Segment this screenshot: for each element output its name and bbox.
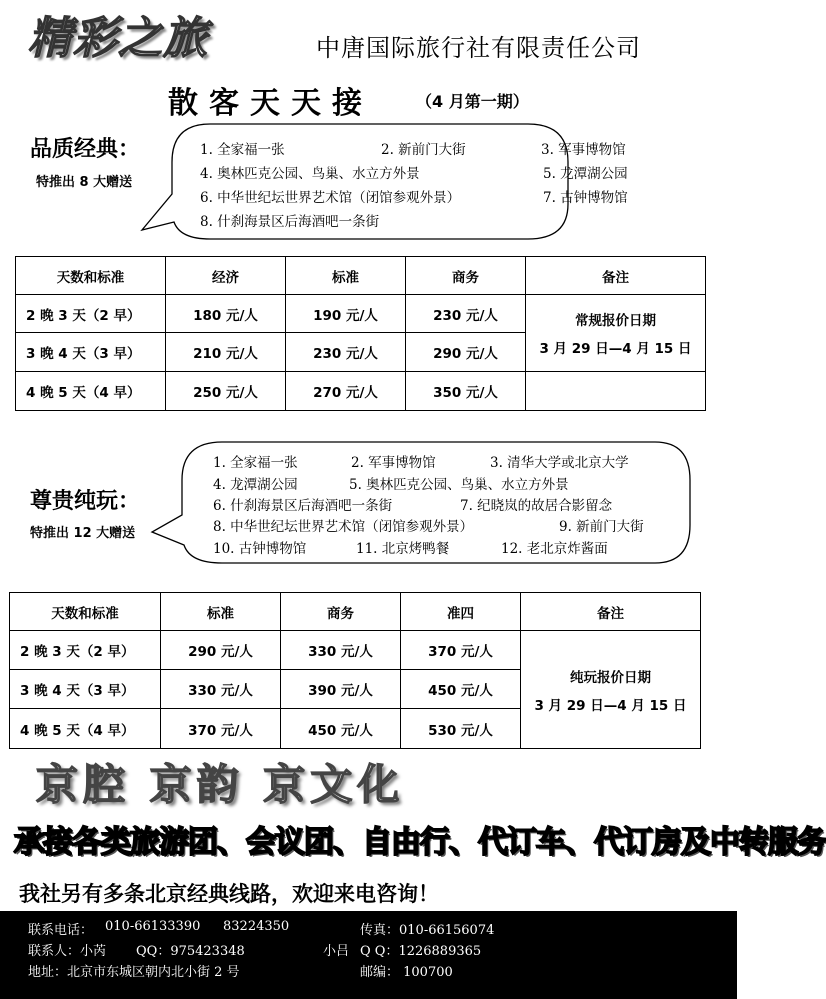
table-header-cell: 天数和标准: [10, 593, 161, 631]
table-header-cell: 准四: [401, 593, 521, 631]
section2-gift-6: 6. 什刹海景区后海酒吧一条街: [213, 498, 393, 514]
logo-text: 精彩之旅: [28, 13, 208, 64]
table-cell: 450 元/人: [281, 709, 401, 749]
table-header-cell: 标准: [161, 593, 281, 631]
table-cell: 250 元/人: [166, 371, 286, 410]
section1-gift-6: 6. 中华世纪坛世界艺术馆（闭馆参观外景）: [200, 190, 461, 206]
company-name: 中唐国际旅行社有限责任公司: [316, 34, 641, 62]
contact-person-2: 小吕: [323, 944, 350, 959]
table-header-cell: 备注: [521, 593, 701, 631]
table-row: [16, 371, 706, 410]
table-cell: 2 晚 3 天（2 早）: [16, 295, 166, 333]
section2-gift-11: 11. 北京烤鸭餐: [356, 541, 450, 557]
slogan-consult: 我社另有多条北京经典线路，欢迎来电咨询！: [19, 882, 439, 906]
contact-footer: [0, 911, 737, 999]
section1-gift-7: 7. 古钟博物馆: [543, 190, 628, 206]
table-cell: 4 晚 5 天（4 早）: [10, 709, 161, 749]
table-cell: 210 元/人: [166, 333, 286, 371]
section1-gift-4: 4. 奥林匹克公园、鸟巢、水立方外景: [200, 166, 420, 182]
table-cell: 3 晚 4 天（3 早）: [10, 670, 161, 709]
table-cell: 290 元/人: [406, 333, 526, 371]
table-row: [10, 631, 701, 670]
section2-gift-4: 4. 龙潭湖公园: [213, 477, 298, 493]
table-header-cell: 经济: [166, 257, 286, 295]
table-cell: 450 元/人: [401, 670, 521, 709]
section1-gift-1: 1. 全家福一张: [200, 142, 285, 158]
section1-gift-8: 8. 什刹海景区后海酒吧一条街: [200, 214, 380, 230]
table-cell: 4 晚 5 天（4 早）: [16, 371, 166, 410]
table-cell: 330 元/人: [281, 631, 401, 670]
table-cell: 190 元/人: [286, 295, 406, 333]
section2-price-table: [9, 592, 701, 749]
section1-subtitle: 特推出 8 大赠送: [36, 175, 133, 190]
table-header-row: [10, 593, 701, 631]
qq-number-2[interactable]: Q Q：1226889365: [360, 944, 482, 959]
fax-number: 传真：010-66156074: [360, 923, 495, 938]
page-title: 散客天天接: [168, 86, 373, 121]
section2-gift-7: 7. 纪晓岚的故居合影留念: [460, 498, 613, 514]
section1-gift-3: 3. 军事博物馆: [541, 142, 626, 158]
note-title: 常规报价日期: [575, 312, 656, 329]
section1-price-table: [15, 256, 706, 411]
table-note-cell: [526, 295, 706, 371]
table-header-cell: 标准: [286, 257, 406, 295]
issue-subtitle: （4 月第一期）: [416, 92, 529, 111]
table-header-row: [16, 257, 706, 295]
note-dates: 3 月 29 日—4 月 15 日: [539, 340, 692, 357]
section2-gift-2: 2. 军事博物馆: [351, 455, 436, 471]
note-dates: 3 月 29 日—4 月 15 日: [534, 697, 687, 714]
table-cell: 230 元/人: [406, 295, 526, 333]
table-header-cell: 商务: [406, 257, 526, 295]
slogan-services: 承接各类旅游团、会议团、自由行、代订车、代订房及中转服务: [14, 825, 826, 860]
section2-gift-9: 9. 新前门大街: [559, 519, 644, 535]
section1-name: 品质经典：: [30, 137, 141, 162]
table-header-cell: 商务: [281, 593, 401, 631]
table-cell: 370 元/人: [401, 631, 521, 670]
table-cell: 290 元/人: [161, 631, 281, 670]
table-row: [16, 295, 706, 333]
slogan-beijing-culture: 京腔 京韵 京文化: [36, 760, 405, 809]
table-cell: 2 晚 3 天（2 早）: [10, 631, 161, 670]
qq-number-1[interactable]: QQ：975423348: [136, 944, 245, 959]
note-title: 纯玩报价日期: [570, 669, 651, 686]
section2-gift-5: 5. 奥林匹克公园、鸟巢、水立方外景: [349, 477, 569, 493]
table-cell: 530 元/人: [401, 709, 521, 749]
section2-gift-8: 8. 中华世纪坛世界艺术馆（闭馆参观外景）: [213, 519, 474, 535]
section2-name: 尊贵纯玩：: [30, 489, 141, 514]
section2-gift-1: 1. 全家福一张: [213, 455, 298, 471]
section1-gift-2: 2. 新前门大街: [381, 142, 466, 158]
section2-gift-10: 10. 古钟博物馆: [213, 541, 307, 557]
table-cell: 230 元/人: [286, 333, 406, 371]
section2-gift-3: 3. 清华大学或北京大学: [490, 455, 629, 471]
postcode: 邮编： 100700: [360, 965, 453, 980]
table-cell-empty: [526, 371, 706, 410]
table-header-cell: 天数和标准: [16, 257, 166, 295]
phone-label: 联系电话：: [28, 923, 94, 938]
contact-person-1: 联系人：小芮: [28, 944, 107, 959]
address: 地址：北京市东城区朝内北小街 2 号: [28, 965, 240, 980]
section2-subtitle: 特推出 12 大赠送: [30, 526, 136, 541]
table-header-cell: 备注: [526, 257, 706, 295]
table-cell: 370 元/人: [161, 709, 281, 749]
table-cell: 330 元/人: [161, 670, 281, 709]
table-cell: 270 元/人: [286, 371, 406, 410]
table-cell: 180 元/人: [166, 295, 286, 333]
table-note-cell: [521, 631, 701, 749]
phone-number-1[interactable]: 010-66133390: [105, 919, 201, 934]
table-cell: 3 晚 4 天（3 早）: [16, 333, 166, 371]
table-cell: 350 元/人: [406, 371, 526, 410]
phone-number-2[interactable]: 83224350: [223, 919, 290, 934]
table-cell: 390 元/人: [281, 670, 401, 709]
section2-gift-12: 12. 老北京炸酱面: [501, 541, 608, 557]
section1-gift-5: 5. 龙潭湖公园: [543, 166, 628, 182]
